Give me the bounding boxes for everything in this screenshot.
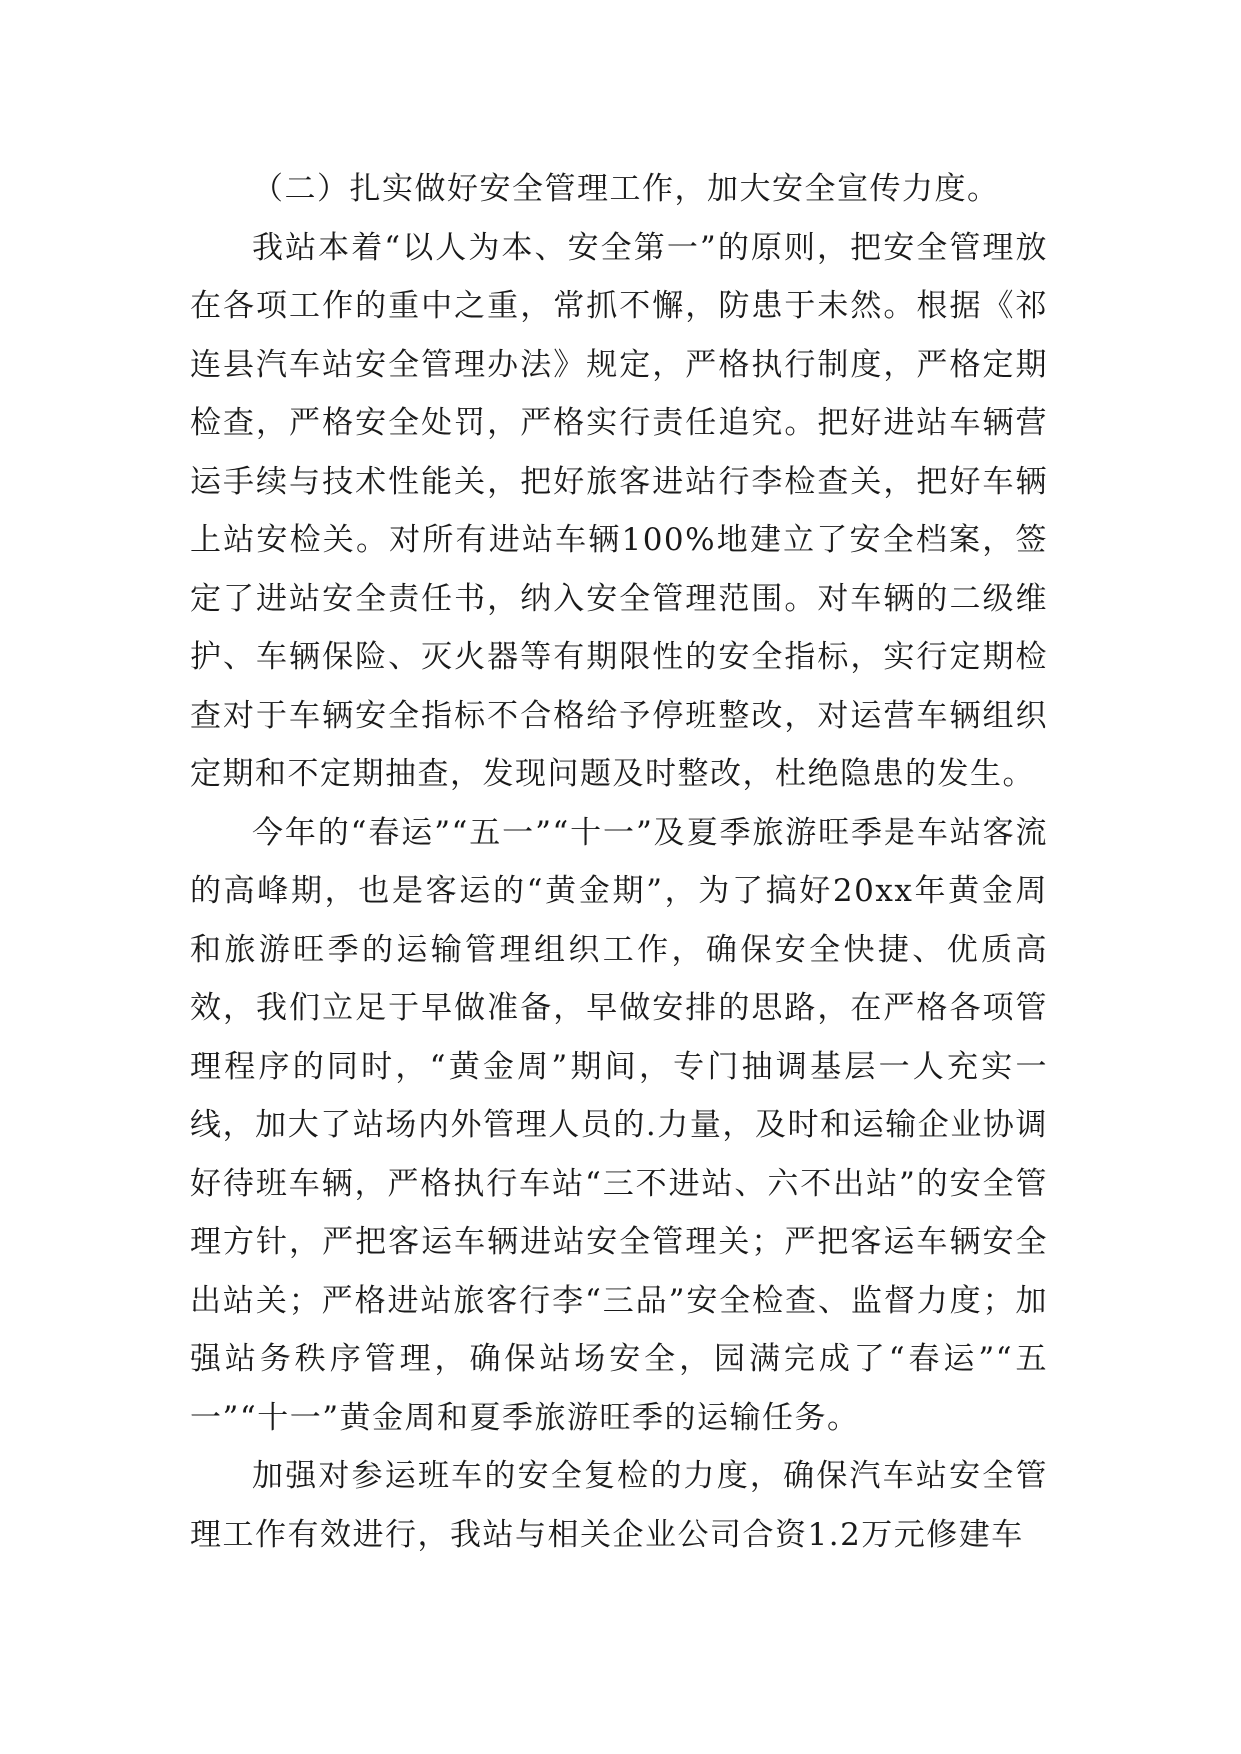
section-heading: （二）扎实做好安全管理工作，加大安全宣传力度。: [252, 171, 1000, 207]
paragraph-safety-management: 我站本着“以人为本、安全第一”的原则，把安全管理放在各项工作的重中之重，常抓不懈，防患于未然。根据《祁连县汽车站安全管理办法》规定，严格执行制度，严格定期检查，严格安全处罚，严格实行责任追究。把好进站车辆营运手续与技术性能关，把好旅客进站行李检查关，把好车辆上站安检关。对所有进站车辆100%地建立了安全档案，签定了进站安全责任书，纳入安全管理范围。对车辆的二级维护、车辆保险、灭火器等有期限性的安全指标，实行定期检查对于车辆安全指标不合格给予停班整改，对运营车辆组织定期和不定期抽查，发现问题及时整改，杜绝隐患的发生。: [190, 229, 1048, 792]
paragraph-golden-week: 今年的“春运”“五一”“十一”及夏季旅游旺季是车站客流的高峰期，也是客运的“黄金期”，为了搞好20xx年黄金周和旅游旺季的运输管理组织工作，确保安全快捷、优质高效，我们立足于早做准备，早做安排的思路，在严格各项管理程序的同时，“黄金周”期间，专门抽调基层一人充实一线，加大了站场内外管理人员的.力量，及时和运输企业协调好待班车辆，严格执行车站“三不进站、六不出站”的安全管理方针，严把客运车辆进站安全管理关；严把客运车辆安全出站关；严格进站旅客行李“三品”安全检查、监督力度；加强站务秩序管理，确保站场安全，园满完成了“春运”“五一”“十一”黄金周和夏季旅游旺季的运输任务。: [190, 814, 1048, 1436]
paragraph-vehicle-recheck: 加强对参运班车的安全复检的力度，确保汽车站安全管理工作有效进行，我站与相关企业公司合资1.2万元修建车: [190, 1458, 1048, 1553]
document-body: [190, 160, 1048, 1564]
